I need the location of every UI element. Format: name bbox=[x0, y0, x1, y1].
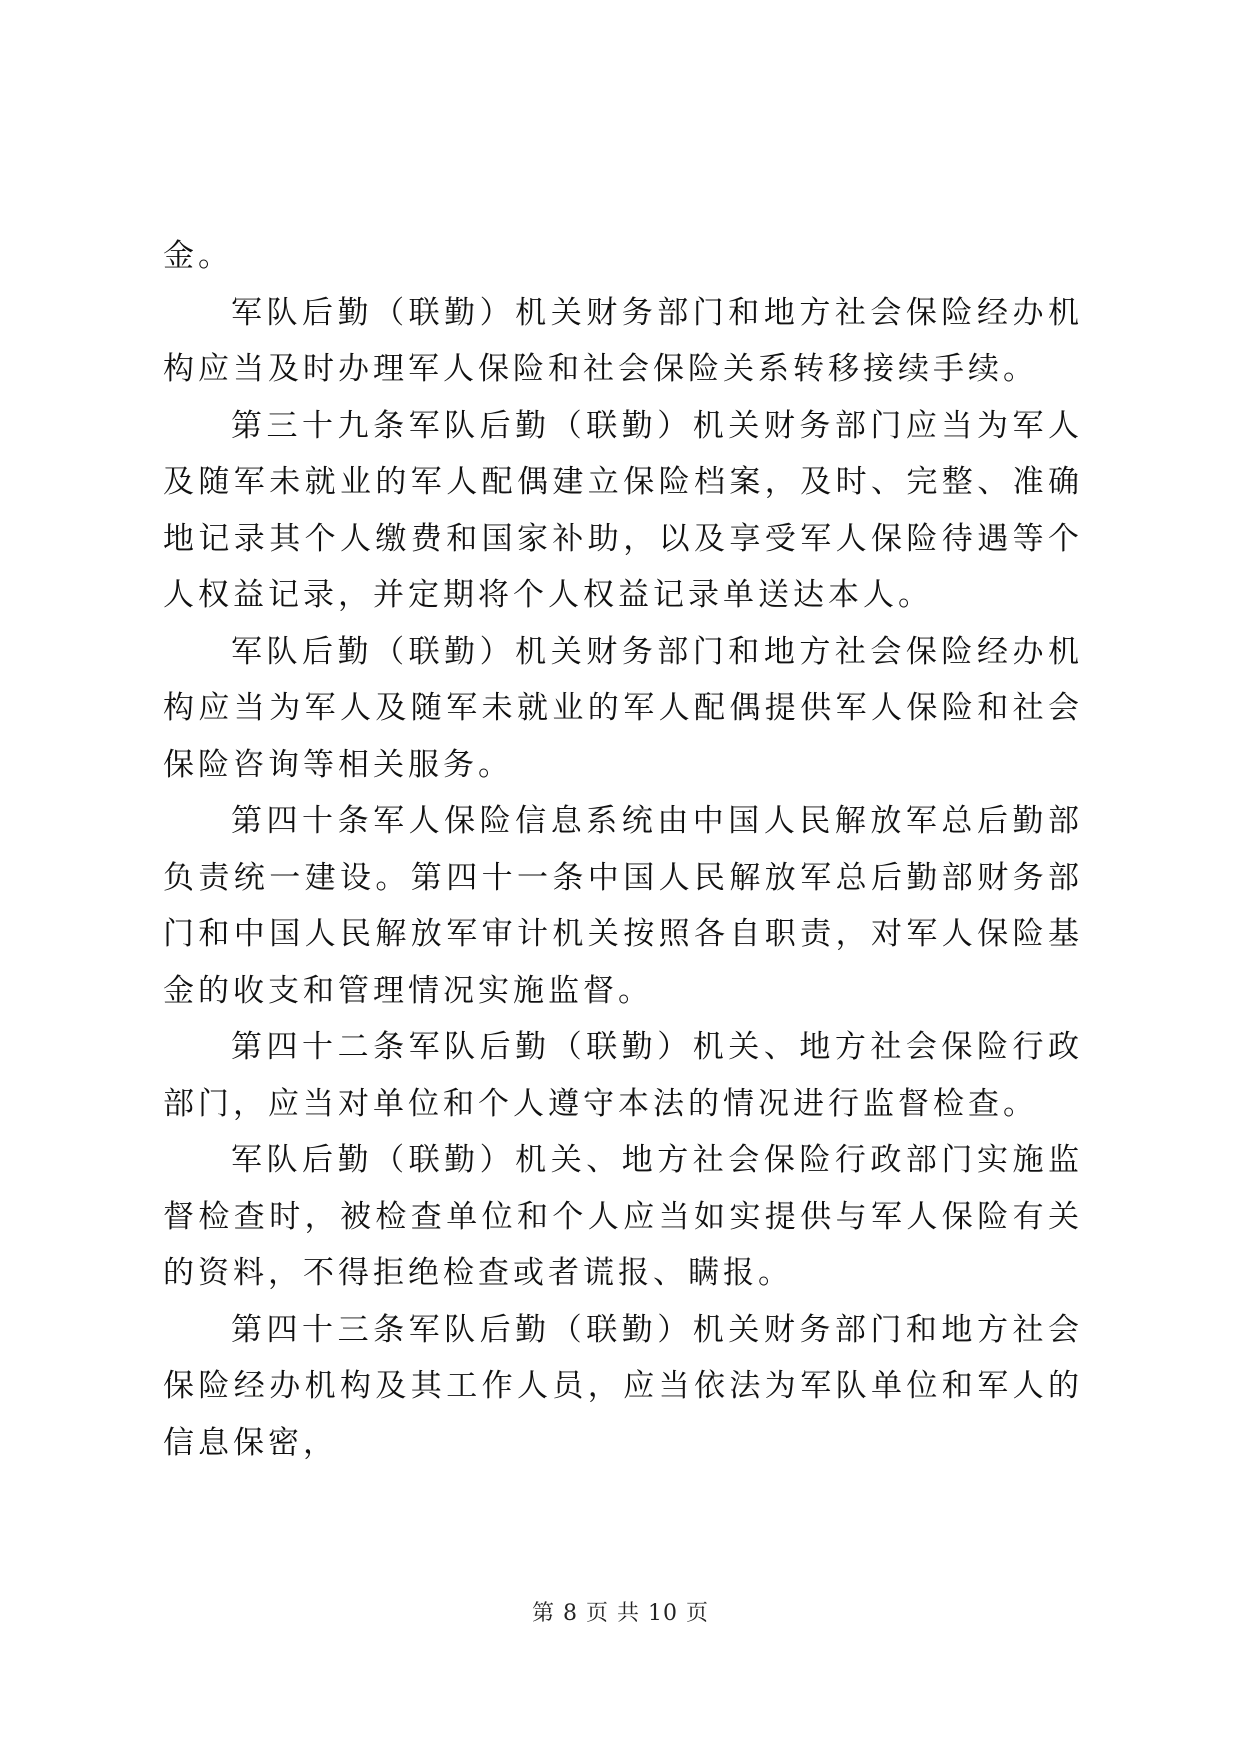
paragraph: 军队后勤（联勤）机关财务部门和地方社会保险经办机构应当及时办理军人保险和社会保险关系转移接续手续。 bbox=[163, 294, 1083, 387]
paragraph: 第四十二条军队后勤（联勤）机关、地方社会保险行政部门，应当对单位和个人遵守本法的情况进行监督检查。 bbox=[163, 1029, 1083, 1122]
paragraph: 第三十九条军队后勤（联勤）机关财务部门应当为军人及随军未就业的军人配偶建立保险档案，及时、完整、准确地记录其个人缴费和国家补助，以及享受军人保险待遇等个人权益记录，并定期将个人权益记录单送达本人。 bbox=[163, 407, 1083, 613]
paragraph: 军队后勤（联勤）机关财务部门和地方社会保险经办机构应当为军人及随军未就业的军人配偶提供军人保险和社会保险咨询等相关服务。 bbox=[163, 633, 1083, 783]
paragraph: 军队后勤（联勤）机关、地方社会保险行政部门实施监督检查时，被检查单位和个人应当如实提供与军人保险有关的资料，不得拒绝检查或者谎报、瞒报。 bbox=[163, 1142, 1083, 1291]
paragraph: 第四十三条军队后勤（联勤）机关财务部门和地方社会保险经办机构及其工作人员，应当依法为军队单位和军人的信息保密， bbox=[163, 1311, 1083, 1461]
page-number-footer: 第 8 页 共 10 页 bbox=[532, 1601, 709, 1626]
paragraph: 第四十条军人保险信息系统由中国人民解放军总后勤部负责统一建设。第四十一条中国人民解放军总后勤部财务部门和中国人民解放军审计机关按照各自职责，对军人保险基金的收支和管理情况实施监督。 bbox=[163, 803, 1083, 1009]
document-body bbox=[163, 228, 1083, 1471]
paragraph: 金。 bbox=[163, 238, 233, 274]
